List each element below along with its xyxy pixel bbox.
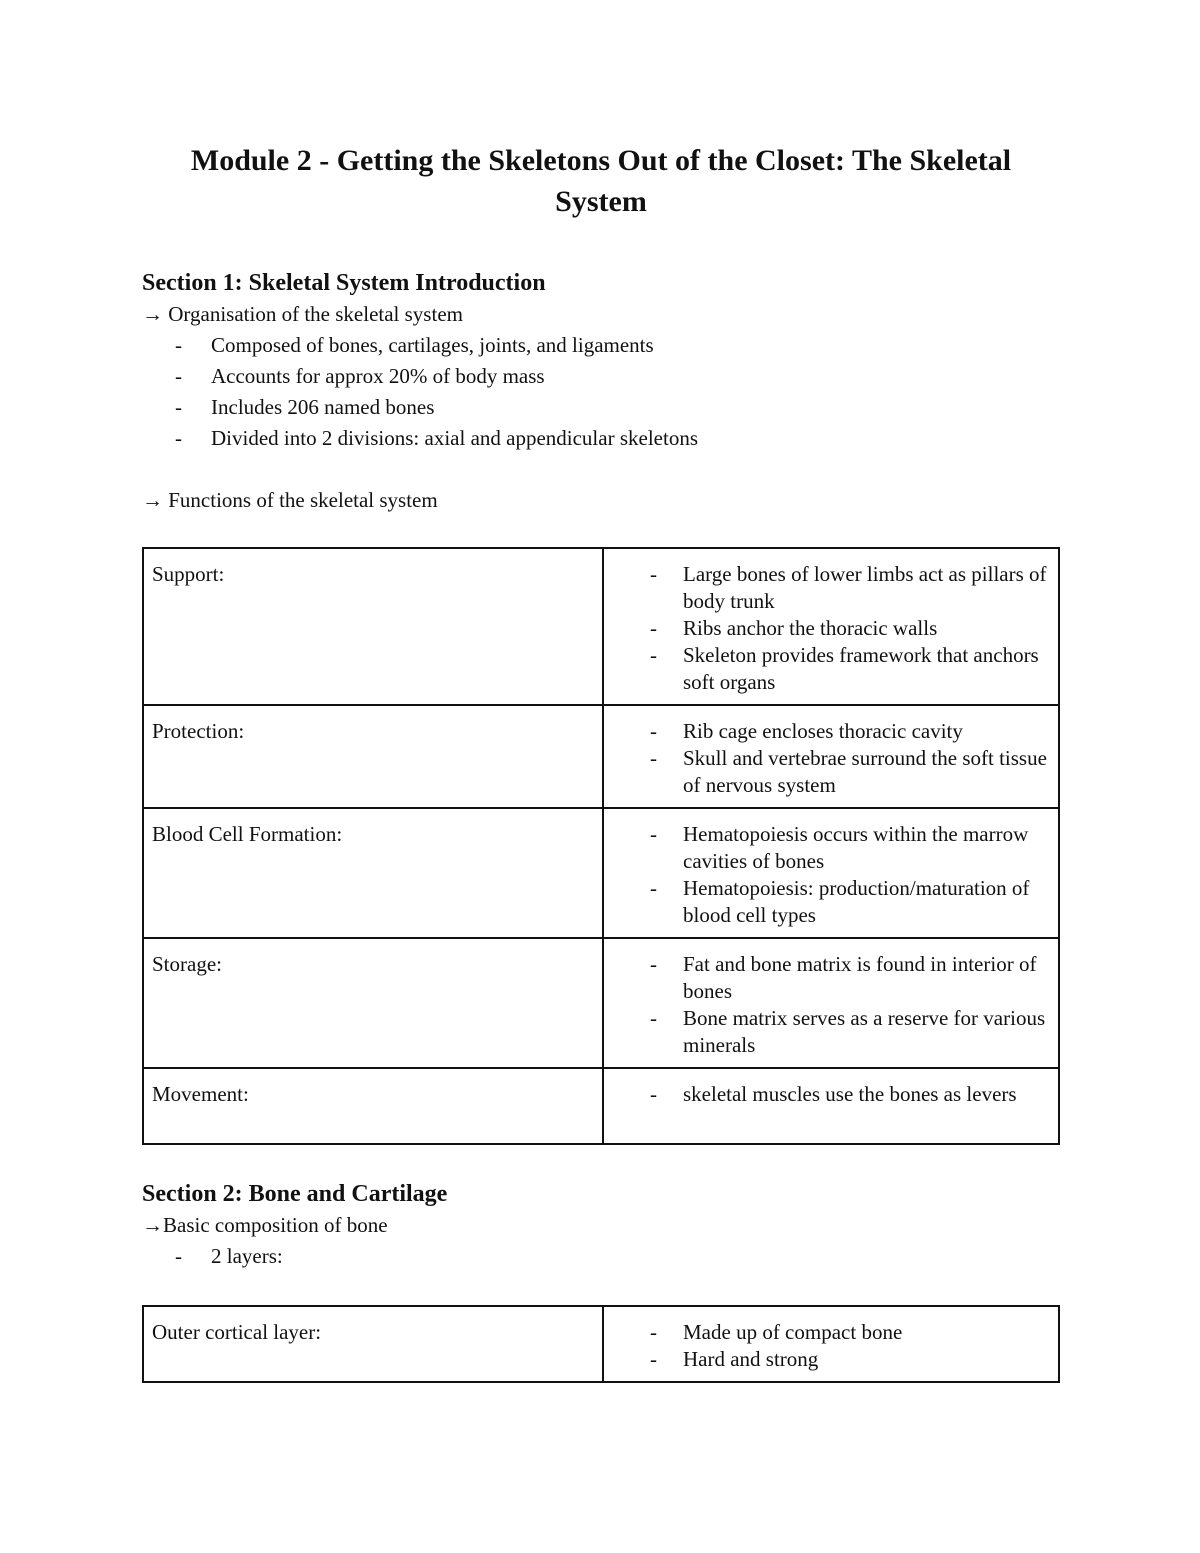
bullet-dash: - [175, 1244, 182, 1268]
composition-heading: →Basic composition of bone [142, 1213, 388, 1237]
list-item: - Divided into 2 divisions: axial and appendicular skeletons [142, 423, 1060, 454]
function-details [603, 705, 1059, 808]
list-item: - Large bones of lower limbs act as pillars of body trunk [650, 562, 1047, 613]
function-details [603, 808, 1059, 938]
function-details [603, 1068, 1059, 1144]
table-row [143, 1068, 1059, 1144]
functions-table [142, 547, 1060, 1145]
list-item: - Skull and vertebrae surround the soft tissue of nervous system [650, 746, 1047, 797]
list-item: - Hematopoiesis occurs within the marrow cavities of bones [650, 822, 1029, 873]
list-item: - 2 layers: [142, 1241, 1060, 1272]
function-label: Protection: [143, 705, 603, 808]
function-label: Movement: [143, 1068, 603, 1144]
table-row [143, 808, 1059, 938]
list-item: - Rib cage encloses thoracic cavity [650, 719, 963, 743]
list-item: - Bone matrix serves as a reserve for various minerals [650, 1006, 1046, 1057]
list-item: - Hematopoiesis: production/maturation of blood cell types [650, 876, 1030, 927]
list-item: - Accounts for approx 20% of body mass [142, 361, 1060, 392]
function-details [603, 548, 1059, 705]
list-item: - Fat and bone matrix is found in interior of bones [650, 952, 1037, 1003]
function-label: Storage: [143, 938, 603, 1068]
function-details [603, 938, 1059, 1068]
bullet-dash: - [175, 426, 182, 450]
section-1-heading: Section 1: Skeletal System Introduction [142, 270, 546, 296]
list-item: - Skeleton provides framework that anchors soft organs [650, 643, 1039, 694]
bullet-dash: - [175, 333, 182, 357]
table-row [143, 1306, 1059, 1382]
layer-details [603, 1306, 1059, 1382]
list-item: - Made up of compact bone [650, 1320, 903, 1344]
table-row [143, 705, 1059, 808]
list-item: - Composed of bones, cartilages, joints, and ligaments [142, 330, 1060, 361]
document-title: Module 2 - Getting the Skeletons Out of the Closet: The Skeletal System [190, 144, 1012, 218]
organisation-heading: → Organisation of the skeletal system [142, 302, 463, 326]
functions-heading: → Functions of the skeletal system [142, 488, 438, 512]
section-2-heading: Section 2: Bone and Cartilage [142, 1181, 448, 1207]
list-item: - Includes 206 named bones [142, 392, 1060, 423]
bullet-dash: - [175, 395, 182, 419]
composition-list [142, 1241, 1060, 1272]
layers-table [142, 1305, 1060, 1383]
layer-label: Outer cortical layer: [143, 1306, 603, 1382]
bullet-dash: - [175, 364, 182, 388]
function-label: Blood Cell Formation: [143, 808, 603, 938]
list-item: - Ribs anchor the thoracic walls [650, 616, 938, 640]
table-row [143, 938, 1059, 1068]
document-page [142, 140, 1060, 1383]
organisation-list [142, 330, 1060, 454]
list-item: - skeletal muscles use the bones as levers [650, 1082, 1017, 1106]
function-label: Support: [143, 548, 603, 705]
list-item: - Hard and strong [650, 1347, 819, 1371]
table-row [143, 548, 1059, 705]
